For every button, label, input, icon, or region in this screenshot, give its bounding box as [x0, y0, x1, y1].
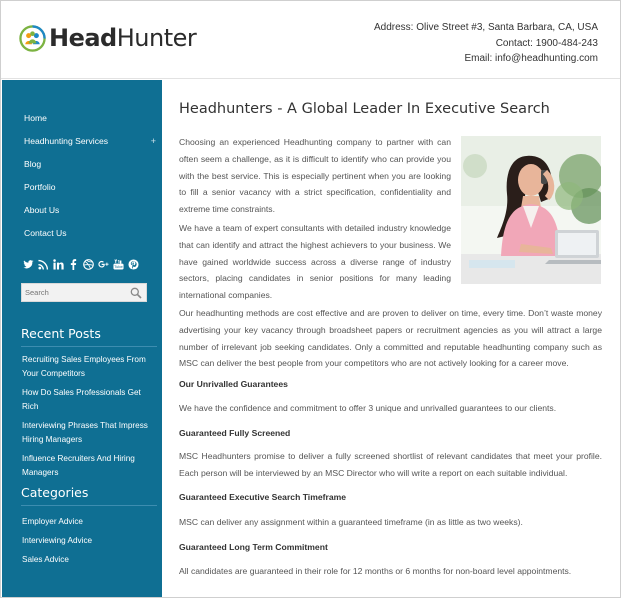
intro-paragraph: Choosing an experienced Headhunting company to partner with can often seem a challenge, as it is difficult to identify who can provide you with the best service. This is especially pertinent when you are looking to fill a senior vacancy with a strict specification, confidentiality and extreme time constraints.	[179, 137, 451, 215]
google-plus-icon[interactable]	[98, 259, 109, 270]
main-content	[179, 101, 603, 576]
recent-post-link[interactable]: Recruiting Sales Employees From Your Competitors	[22, 355, 146, 378]
nav-item-portfolio[interactable]	[2, 176, 162, 199]
category-link[interactable]: Employer Advice	[22, 517, 83, 526]
nav-label: About Us	[24, 205, 60, 215]
category-link[interactable]: Sales Advice	[22, 555, 69, 564]
sidebar-search	[21, 283, 147, 302]
nav-item-home[interactable]	[2, 107, 162, 130]
nav-label: Headhunting Services	[24, 136, 109, 146]
sidebar-nav	[2, 107, 162, 245]
contact-address: Address: Olive Street #3, Santa Barbara, CA, USA	[374, 22, 598, 33]
screened-heading: Guaranteed Fully Screened	[179, 428, 291, 438]
sidebar	[2, 80, 162, 598]
svg-text:Tube: Tube	[114, 265, 123, 270]
dribbble-icon[interactable]	[83, 259, 94, 270]
rss-icon[interactable]	[38, 259, 49, 270]
expand-plus-icon[interactable]: +	[150, 136, 156, 146]
guarantees-paragraph: We have the confidence and commitment to offer 3 unique and unrivalled guarantees to our clients.	[179, 403, 557, 413]
recent-post-link[interactable]: Influence Recruiters And Hiring Managers	[22, 454, 135, 477]
nav-item-about-us[interactable]	[2, 199, 162, 222]
hero-businesswoman-image	[461, 136, 601, 284]
site-logo[interactable]	[19, 23, 196, 53]
recent-posts-list	[22, 353, 157, 485]
timeframe-paragraph: MSC can deliver any assignment within a guaranteed timeframe (in as little as two weeks).	[179, 517, 523, 527]
logo-text-head: Head	[49, 24, 117, 52]
nav-item-blog[interactable]	[2, 153, 162, 176]
contact-email[interactable]: Email: info@headhunting.com	[464, 53, 598, 64]
categories-divider	[21, 505, 157, 506]
categories-list	[22, 512, 157, 569]
pinterest-icon[interactable]	[128, 259, 139, 270]
contact-info	[374, 20, 598, 67]
timeframe-heading: Guaranteed Executive Search Timeframe	[179, 492, 347, 502]
site-header	[1, 1, 621, 79]
logo-wordmark	[49, 23, 196, 53]
guarantees-heading: Our Unrivalled Guarantees	[179, 379, 288, 389]
logo-text-hunter: Hunter	[116, 24, 197, 52]
recent-posts-title: Recent Posts	[21, 326, 101, 341]
methods-paragraph: Our headhunting methods are cost effective and are proven to deliver on time, every time. Don’t waste money advertising your key vacancy through broadsheet papers or recruitment agencies as you will attract a large number of irrelevant job seeking candidates. Only a committed and reputable headhunting company such as MSC can deliver the best people from your competitors who are not actively looking for a career move.	[179, 308, 602, 369]
social-links	[23, 259, 139, 270]
page-title: Headhunters - A Global Leader In Executive Search	[179, 101, 550, 117]
nav-label: Portfolio	[24, 182, 56, 192]
nav-label: Contact Us	[24, 228, 67, 238]
commitment-paragraph: All candidates are guaranteed in their role for 12 months or 6 months for non-board level appointments.	[179, 566, 572, 576]
youtube-icon[interactable]	[113, 259, 124, 270]
recent-post-link[interactable]: How Do Sales Professionals Get Rich	[22, 388, 141, 411]
linkedin-icon[interactable]	[53, 259, 64, 270]
categories-title: Categories	[21, 485, 89, 500]
commitment-heading: Guaranteed Long Term Commitment	[179, 542, 328, 552]
facebook-icon[interactable]	[68, 259, 79, 270]
twitter-icon[interactable]	[23, 259, 34, 270]
recent-post-link[interactable]: Interviewing Phrases That Impress Hiring Managers	[22, 421, 148, 444]
screened-paragraph: MSC Headhunters promise to deliver a fully screened shortlist of relevant candidates that meet your profile. Each person will be interviewed by an MSC Director who will write a report on each suitable individual.	[179, 451, 602, 478]
nav-item-headhunting-services[interactable]	[2, 130, 162, 153]
nav-item-contact-us[interactable]	[2, 222, 162, 245]
nav-label: Home	[24, 113, 47, 123]
contact-phone: Contact: 1900-484-243	[495, 37, 598, 49]
search-icon[interactable]	[130, 287, 142, 299]
nav-label: Blog	[24, 159, 42, 169]
category-link[interactable]: Interviewing Advice	[22, 536, 93, 545]
recent-posts-divider	[21, 346, 157, 347]
team-paragraph: We have a team of expert consultants with detailed industry knowledge that can identify and attract the highest achievers to your business. We have gained worldwide success across a diverse range of industry sectors, placing candidates in senior positions for many leading international companies.	[179, 223, 451, 301]
search-input[interactable]	[22, 284, 126, 301]
logo-mark-icon	[19, 25, 46, 52]
